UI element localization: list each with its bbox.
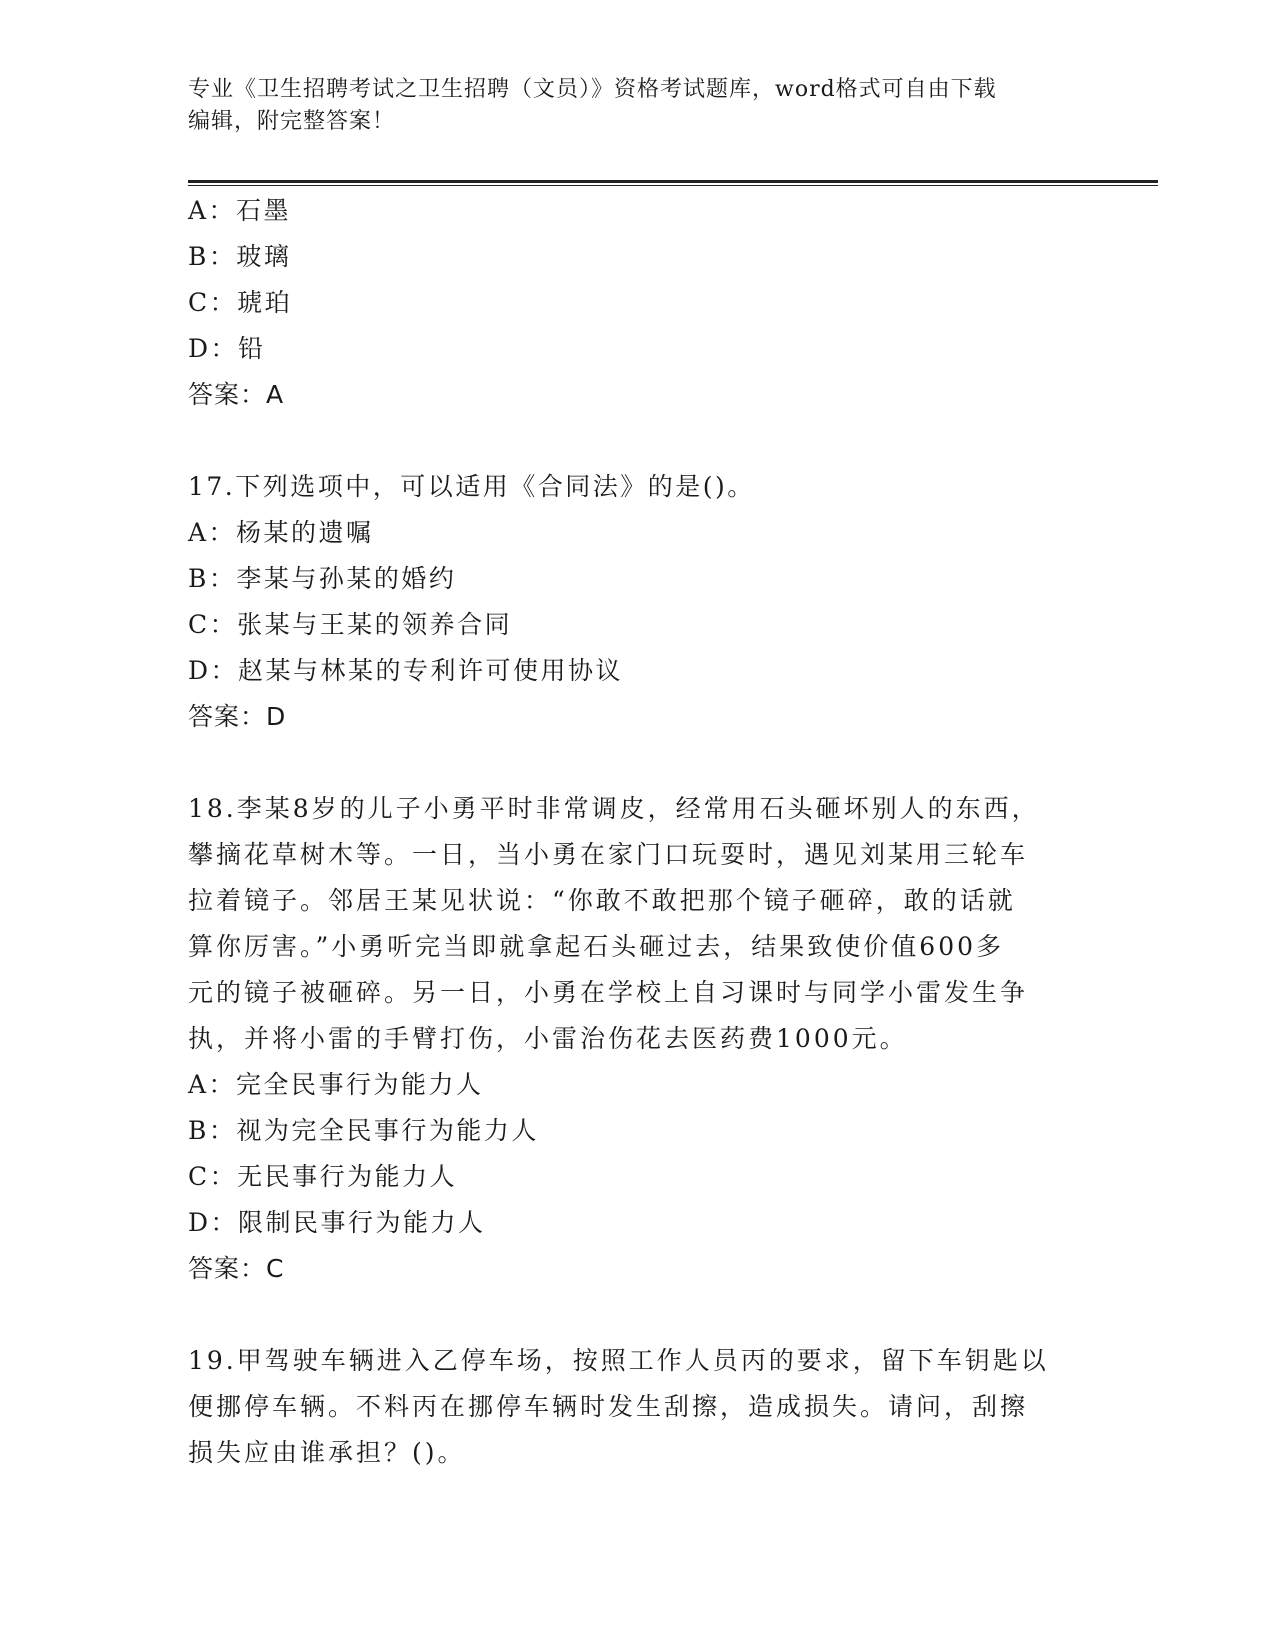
spacer	[188, 1292, 1088, 1338]
stem-line: 元的镜子被砸碎。另一日，小勇在学校上自习课时与同学小雷发生争	[188, 978, 1029, 1007]
question-stem	[188, 786, 1088, 1062]
option-a: A：完全民事行为能力人	[188, 1070, 484, 1099]
option-d: D：赵某与林某的专利许可使用协议	[188, 656, 624, 685]
option-c: C：无民事行为能力人	[188, 1162, 458, 1191]
option-c: C：琥珀	[188, 288, 293, 317]
document-header	[188, 74, 1088, 138]
answer-line: 答案：C	[188, 1254, 285, 1283]
stem-line: 19.甲驾驶车辆进入乙停车场，按照工作人员丙的要求，留下车钥匙以	[188, 1346, 1049, 1375]
option-b: B：李某与孙某的婚约	[188, 564, 457, 593]
header-line-1: 专业《卫生招聘考试之卫生招聘（文员）》资格考试题库，word格式可自由下载	[188, 77, 997, 102]
question-16	[188, 188, 1088, 418]
stem-line: 18.李某8岁的儿子小勇平时非常调皮，经常用石头砸坏别人的东西，	[188, 794, 1040, 823]
spacer	[188, 740, 1088, 786]
question-list	[188, 188, 1088, 1476]
stem-line: 执，并将小雷的手臂打伤，小雷治伤花去医药费1000元。	[188, 1024, 908, 1053]
question-18	[188, 786, 1088, 1292]
stem-line: 算你厉害。”小勇听完当即就拿起石头砸过去，结果致使价值600多	[188, 932, 1005, 961]
option-a: A：石墨	[188, 196, 292, 225]
question-17	[188, 464, 1088, 740]
question-stem	[188, 1338, 1088, 1476]
header-divider-thin	[188, 185, 1158, 186]
header-divider-thick	[188, 180, 1158, 183]
option-d: D：限制民事行为能力人	[188, 1208, 486, 1237]
answer-line: 答案：A	[188, 380, 285, 409]
question-19	[188, 1338, 1088, 1476]
stem-line: 攀摘花草树木等。一日，当小勇在家门口玩耍时，遇见刘某用三轮车	[188, 840, 1029, 869]
option-b: B：玻璃	[188, 242, 292, 271]
spacer	[188, 418, 1088, 464]
option-b: B：视为完全民事行为能力人	[188, 1116, 539, 1145]
stem-line: 拉着镜子。邻居王某见状说：“你敢不敢把那个镜子砸碎，敢的话就	[188, 886, 1016, 915]
option-c: C：张某与王某的领养合同	[188, 610, 513, 639]
option-d: D：铅	[188, 334, 266, 363]
question-stem: 17.下列选项中，可以适用《合同法》的是()。	[188, 472, 755, 501]
stem-line: 便挪停车辆。不料丙在挪停车辆时发生刮擦，造成损失。请问，刮擦	[188, 1392, 1029, 1421]
option-a: A：杨某的遗嘱	[188, 518, 374, 547]
stem-line: 损失应由谁承担？()。	[188, 1438, 466, 1467]
answer-line: 答案：D	[188, 702, 287, 731]
header-line-2: 编辑，附完整答案！	[188, 109, 396, 134]
